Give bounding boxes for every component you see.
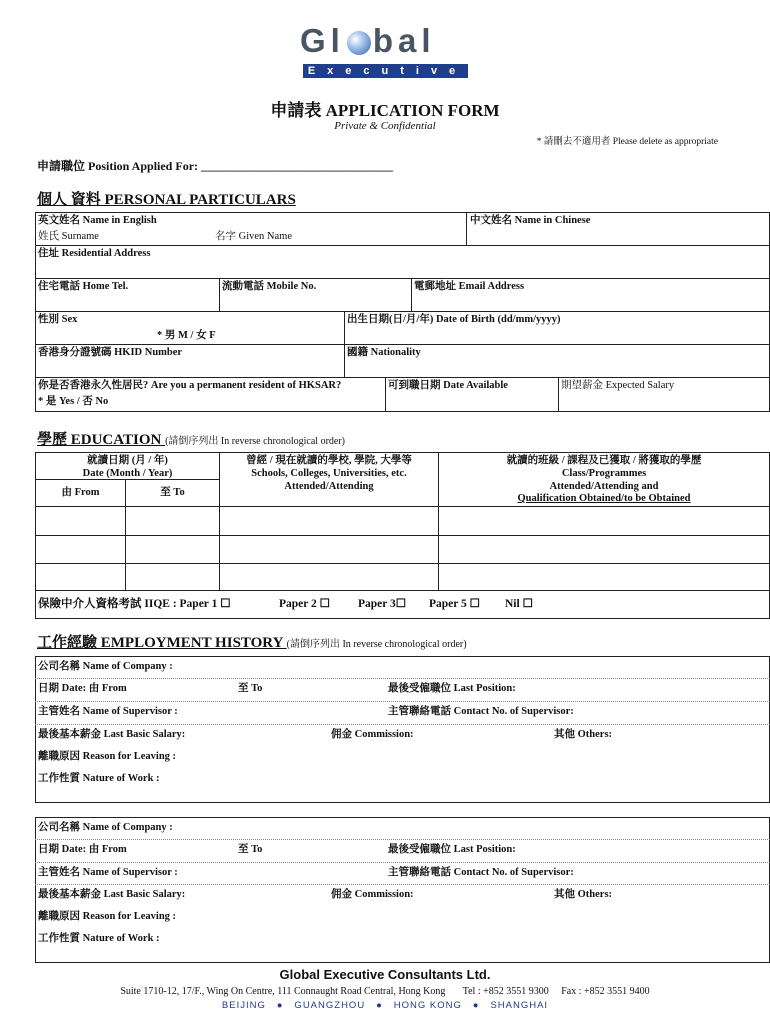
footer-cities: BEIJING ● GUANGZHOU ● HONG KONG ● SHANGHAI (221, 1000, 549, 1011)
employment-heading-text: 工作經驗 EMPLOYMENT HISTORY (37, 635, 283, 651)
emp2-bottom-border (35, 962, 770, 963)
footer-company: Global Executive Consultants Ltd. (279, 967, 491, 982)
given-name-label: 名字 Given Name (215, 231, 292, 242)
logo-subtitle-bar: Executive (303, 64, 468, 78)
divider (35, 884, 770, 885)
emp2-supervisor-contact-field[interactable]: 主管聯絡電話 Contact No. of Supervisor: (388, 867, 574, 878)
emp2-company-field[interactable]: 公司名稱 Name of Company : (38, 822, 173, 833)
emp1-others-field[interactable]: 其他 Others: (554, 729, 613, 740)
divider (35, 590, 770, 591)
divider (35, 535, 770, 536)
iiqe-paper5-checkbox[interactable]: Paper 5 ☐ (429, 598, 480, 610)
emp2-salary-field[interactable]: 最後基本薪金 Last Basic Salary: (38, 889, 186, 900)
iiqe-paper3-checkbox[interactable]: Paper 3☐ (358, 598, 407, 610)
emp2-others-field[interactable]: 其他 Others: (554, 889, 613, 900)
emp2-date-from-field[interactable]: 日期 Date: 由 From (38, 844, 127, 855)
sex-field[interactable]: 性別 Sex (38, 314, 78, 325)
date-available-field[interactable]: 可到職日期 Date Available (388, 380, 508, 391)
hkid-field[interactable]: 香港身分證號碼 HKID Number (38, 347, 183, 358)
emp1-nature-field[interactable]: 工作性質 Nature of Work : (38, 773, 160, 784)
emp1-commission-field[interactable]: 佣金 Commission: (331, 729, 414, 740)
divider (35, 618, 770, 619)
edu-schools-zh: 曾經 / 現在就讀的學校, 學院, 大學等 (246, 455, 412, 466)
emp1-bottom-border (35, 802, 770, 803)
employment-heading-note: (請倒序列出 In reverse chronological order) (286, 639, 467, 650)
globe-icon (347, 31, 371, 55)
company-logo (300, 22, 475, 59)
divider (35, 701, 770, 702)
edu-date-zh: 就讀日期 (月 / 年) (87, 455, 168, 466)
emp1-top-border (35, 656, 770, 657)
sex-options[interactable]: * 男 M / 女 F (157, 330, 216, 341)
edu-class-en3: Qualification Obtained/to be Obtained (517, 493, 691, 504)
iiqe-paper2-checkbox[interactable]: Paper 2 ☐ (279, 598, 330, 610)
emp2-nature-field[interactable]: 工作性質 Nature of Work : (38, 933, 160, 944)
divider (385, 377, 386, 411)
emp1-supervisor-contact-field[interactable]: 主管聯絡電話 Contact No. of Supervisor: (388, 706, 574, 717)
emp1-last-position-field[interactable]: 最後受僱職位 Last Position: (388, 683, 516, 694)
emp1-company-field[interactable]: 公司名稱 Name of Company : (38, 661, 173, 672)
logo-text-pre: Gl (300, 22, 345, 59)
education-heading (37, 428, 345, 449)
education-heading-text: 學歷 EDUCATION (37, 432, 162, 448)
permanent-resident-question: 你是否香港永久性居民? Are you a permanent resident of HKSAR? (38, 380, 342, 391)
iiqe-paper1-checkbox[interactable]: 保險中介人資格考試 IIQE : Paper 1 ☐ (38, 598, 231, 610)
nationality-field[interactable]: 國籍 Nationality (347, 347, 421, 358)
position-applied-field[interactable]: 申請職位 Position Applied For: ________________________________ (37, 159, 394, 173)
emp2-top-border (35, 817, 770, 818)
edu-to-header: 至 To (160, 487, 185, 498)
surname-label: 姓氏 Surname (38, 231, 99, 242)
divider (466, 212, 467, 245)
personal-heading: 個人 資料 PERSONAL PARTICULARS (37, 192, 296, 208)
border-left (35, 212, 36, 411)
divider (558, 377, 559, 411)
form-title: 申請表 APPLICATION FORM (270, 101, 500, 120)
edu-class-en1: Class/Programmes (561, 468, 647, 479)
divider (35, 506, 770, 507)
expected-salary-field[interactable]: 期望薪金 Expected Salary (561, 380, 675, 391)
divider (35, 839, 770, 840)
delete-note: * 請刪去不適用者 Please delete as appropriate (536, 137, 718, 147)
emp1-salary-field[interactable]: 最後基本薪金 Last Basic Salary: (38, 729, 186, 740)
iiqe-label (38, 598, 231, 612)
divider (35, 311, 770, 312)
logo-text-post: bal (372, 22, 436, 59)
employment-heading (37, 631, 467, 652)
edu-class-zh: 就讀的班級 / 課程及已獲取 / 將獲取的學歷 (506, 455, 702, 466)
footer-address: Suite 1710-12, 17/F., Wing On Centre, 111 Connaught Road Central, Hong Kong Tel : +852 3551 9300 Fax : +852 3551 9400 (120, 986, 650, 997)
iiqe-nil-checkbox[interactable]: Nil ☐ (505, 598, 533, 610)
edu-schools-en: Schools, Colleges, Universities, etc. (251, 468, 407, 479)
education-top-border (35, 452, 770, 453)
emp1-date-to-field[interactable]: 至 To (238, 683, 263, 694)
edu-date-en: Date (Month / Year) (82, 468, 173, 479)
name-english-field[interactable]: 英文姓名 Name in English (38, 215, 157, 226)
name-chinese-field[interactable]: 中文姓名 Name in Chinese (470, 215, 591, 226)
edu-from-header: 由 From (61, 487, 100, 498)
divider (35, 678, 770, 679)
mobile-field[interactable]: 流動電話 Mobile No. (222, 281, 317, 292)
divider (411, 278, 412, 311)
emp1-supervisor-field[interactable]: 主管姓名 Name of Supervisor : (38, 706, 178, 717)
divider (35, 411, 770, 412)
personal-top-border (35, 212, 770, 213)
edu-schools-en2: Attended/Attending (284, 481, 374, 492)
divider (219, 278, 220, 311)
emp1-date-from-field[interactable]: 日期 Date: 由 From (38, 683, 127, 694)
edu-class-en2: Attended/Attending and (549, 481, 659, 492)
emp2-commission-field[interactable]: 佣金 Commission: (331, 889, 414, 900)
divider (35, 245, 770, 246)
divider (35, 377, 770, 378)
dob-field[interactable]: 出生日期(日/月/年) Date of Birth (dd/mm/yyyy) (347, 314, 561, 325)
divider (35, 724, 770, 725)
emp2-last-position-field[interactable]: 最後受僱職位 Last Position: (388, 844, 516, 855)
email-field[interactable]: 電郵地址 Email Address (414, 281, 525, 292)
divider (35, 344, 770, 345)
divider (35, 278, 770, 279)
emp2-reason-field[interactable]: 離職原因 Reason for Leaving : (38, 911, 177, 922)
emp1-reason-field[interactable]: 離職原因 Reason for Leaving : (38, 751, 177, 762)
education-heading-note: (請倒序列出 In reverse chronological order) (165, 436, 346, 447)
home-tel-field[interactable]: 住宅電話 Home Tel. (38, 281, 129, 292)
permanent-resident-options[interactable]: * 是 Yes / 否 No (38, 396, 109, 407)
address-field[interactable]: 住址 Residential Address (38, 248, 151, 259)
divider (35, 862, 770, 863)
divider (35, 563, 770, 564)
form-subtitle: Private & Confidential (334, 120, 436, 132)
emp2-supervisor-field[interactable]: 主管姓名 Name of Supervisor : (38, 867, 178, 878)
emp2-date-to-field[interactable]: 至 To (238, 844, 263, 855)
divider (344, 311, 345, 377)
